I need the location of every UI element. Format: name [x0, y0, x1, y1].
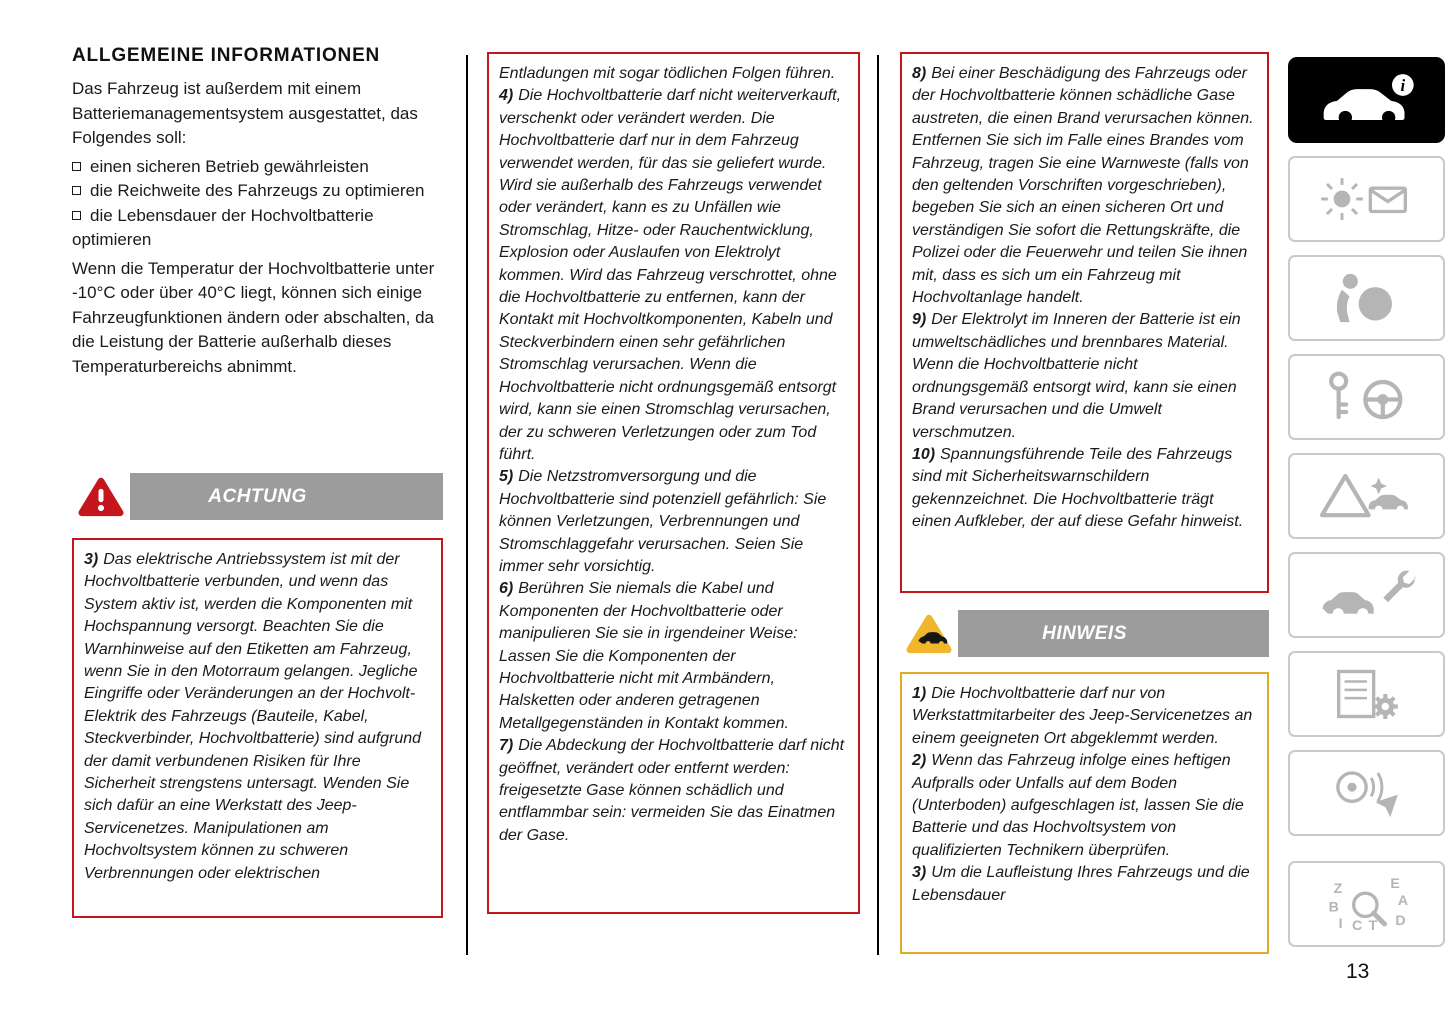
note-item-number: 1) [912, 685, 927, 702]
warning-item-text: Entladungen mit sogar tödlichen Folgen führen. [499, 65, 836, 82]
note-item [912, 862, 1257, 907]
warning-item [912, 63, 1257, 309]
svg-text:Z: Z [1333, 881, 1342, 898]
intro-paragraph: Das Fahrzeug ist außerdem mit einem Batteriemanagementsystem ausgestattet, das Folgendes soll: [72, 79, 418, 147]
warning-header-bar [72, 473, 443, 520]
warning-item [84, 549, 431, 885]
warning-item [499, 735, 848, 847]
warning-box-left [72, 538, 443, 918]
warning-item-number: 8) [912, 65, 927, 82]
multimedia-navigation-icon [1317, 763, 1417, 823]
warning-item [499, 63, 848, 85]
tab-technical-data[interactable] [1288, 651, 1445, 737]
warning-item-number: 6) [499, 580, 514, 598]
warning-item-text: Berühren Sie niemals die Kabel und Komponenten der Hochvoltbatterie oder manipulieren Sie sie in irgendeiner Weise: Lassen Sie die Komponenten der Hochvoltbatterie nicht mit Armbändern, Halsketten oder anderen getragenen Metallgegenständen in Kontakt kommen. [499, 580, 798, 732]
alphabetical-index-icon [1317, 873, 1417, 935]
warning-item [912, 309, 1257, 443]
page-number: 13 [1346, 960, 1370, 983]
warning-item-number: 7) [499, 737, 514, 755]
note-item-text: Die Hochvoltbatterie darf nur von Werkstattmitarbeiter des Jeep-Servicenetzes an einem geeigneten Ort abgeklemmt werden. [912, 685, 1253, 747]
tab-multimedia[interactable] [1288, 750, 1445, 836]
list-item [72, 179, 448, 204]
svg-text:I: I [1338, 916, 1343, 933]
warning-item [499, 466, 848, 578]
warning-item [499, 578, 848, 735]
svg-text:E: E [1389, 876, 1400, 893]
warning-item-text: Die Hochvoltbatterie darf nicht weiterverkauft, verschenkt oder verändert werden. Die Hochvoltbatterie darf nur in dem Fahrzeug verwendet werden, für das sie geliefert wurde. Wird sie außerhalb des Fahrzeugs verwendet oder verändert, kann es zu Unfällen wie Stromschlag, Hitze- oder Rauchentwicklung, Explosion oder Auslaufen von Elektrolyt kommen. Wird das Fahrzeug verschrottet, ohne die Hochvoltbatterie zu entfernen, kann der Kontakt mit Hochvoltkomponenten, Kabeln und Steckverbindern einen sehr gefährlichen Stromschlag verursachen. Wenn die Hochvoltbatterie nicht ordnungsgemäß entsorgt wird, kann sie einen Stromschlag verursachen, der zu schweren Verletzungen oder zum Tod führt. [499, 87, 842, 463]
warning-item-text: Die Abdeckung der Hochvoltbatterie darf nicht geöffnet, verändert oder entfernt werden: freigesetzte Gase können schädlich und entflammbar sein: vermeiden Sie das Einatmen der Gase. [499, 737, 845, 844]
warning-item-text: Spannungsführende Teile des Fahrzeugs sind mit Sicherheitswarnschildern gekennzeichnet. Die Hochvoltbatterie trägt einen Aufkleber, der auf diese Gefahr hinweist. [912, 445, 1244, 531]
note-header-bar [900, 610, 1269, 657]
list-item-text: die Reichweite des Fahrzeugs zu optimieren [90, 181, 425, 200]
svg-text:B: B [1328, 899, 1339, 916]
note-box [900, 672, 1269, 954]
note-item-text: Wenn das Fahrzeug infolge eines heftigen Aufpralls oder Unfalls auf dem Boden (Unterboden) aufgeschlagen ist, lassen Sie die Batterie und das Hochvoltsystem von qualifizierten Technikern überprüfen. [912, 752, 1244, 859]
emergency-triangle-icon [1317, 466, 1417, 526]
warning-item [499, 85, 848, 466]
tab-servicing[interactable] [1288, 552, 1445, 638]
note-item [912, 750, 1257, 862]
warning-item-number: 3) [84, 551, 99, 568]
svg-text:A: A [1397, 892, 1408, 909]
note-item-text: Um die Laufleistung Ihres Fahrzeugs und die Lebensdauer [912, 864, 1250, 904]
square-bullet-icon [72, 162, 81, 171]
key-steering-wheel-icon [1317, 367, 1417, 427]
note-item-number: 3) [912, 864, 927, 882]
column-divider [877, 55, 879, 955]
warning-item [912, 444, 1257, 534]
warning-item-number: 5) [499, 468, 514, 486]
tab-warning-lights[interactable] [1288, 156, 1445, 242]
warning-item-number: 10) [912, 445, 936, 463]
svg-text:i: i [1400, 75, 1405, 95]
list-item [72, 155, 448, 180]
safety-airbag-icon [1317, 268, 1417, 328]
tab-emergency[interactable] [1288, 453, 1445, 539]
square-bullet-icon [72, 186, 81, 195]
note-item [912, 683, 1257, 750]
technical-data-gear-icon [1317, 664, 1417, 724]
list-item-text: einen sicheren Betrieb gewährleisten [90, 156, 369, 176]
warning-item-text: Das elektrische Antriebssystem ist mit der Hochvoltbatterie verbunden, und wenn das System aktiv ist, werden die Komponenten mit Hochspannung versorgt. Beachten Sie die Warnhinweise auf den Etiketten am Fahrzeug, wenn Sie in den Motorraum gelangen. Jegliche Eingriffe oder Veränderungen an der Hochvolt-Elektrik des Fahrzeugs (Bauteile, Kabel, Steckverbinder, Hochvoltbatterie) sind aufgrund der damit verbundenen Risiken für Ihre Sicherheit strengstens untersagt. Wenden Sie sich dafür an eine Werkstatt des Jeep-Servicenetzes. Manipulationen am Hochvoltsystem können zu schweren Verbrennungen oder elektrischen [84, 551, 422, 882]
car-wrench-service-icon [1317, 565, 1417, 625]
svg-text:T: T [1368, 917, 1377, 934]
warning-box-right [900, 52, 1269, 593]
warning-box-middle [487, 52, 860, 914]
left-column [72, 45, 448, 383]
square-bullet-icon [72, 211, 81, 220]
warning-item-number: 9) [912, 311, 927, 329]
warning-item-number: 4) [499, 87, 514, 105]
note-bar-title: HINWEIS [1042, 622, 1127, 644]
warning-item-text: Bei einer Beschädigung des Fahrzeugs oder der Hochvoltbatterie können schädliche Gase austreten, die einen Brand verursachen können. Entfernen Sie sich im Falle eines Brandes vom Fahrzeug, tragen Sie eine Warnweste (falls von den geltenden Vorschriften vorgeschrieben), begeben Sie sich an einen sicheren Ort und verständigen Sie sofort die Rettungskräfte, die Polizei oder die Feuerwehr und teilen Sie ihnen mit, dass es sich um ein Fahrzeug mit Hochvoltanlage handelt. [912, 65, 1254, 307]
list-item-text: die Lebensdauer der Hochvoltbatterie optimieren [72, 205, 374, 249]
warning-item-text: Die Netzstromversorgung und die Hochvoltbatterie sind potenziell gefährlich: Sie können Verletzungen, Verbrennungen und Stromschlaggefahr verursachen. Seien Sie immer sehr vorsichtig. [499, 468, 827, 575]
column-divider [466, 55, 468, 955]
temperature-paragraph: Wenn die Temperatur der Hochvoltbatterie unter -10°C oder über 40°C liegt, können sich einige Fahrzeugfunktionen ändern oder abschalten, da die Leistung der Batterie außerhalb dieses Temperaturbereichs abnimmt. [72, 258, 435, 376]
svg-text:C: C [1351, 917, 1362, 934]
tab-safety[interactable] [1288, 255, 1445, 341]
svg-text:D: D [1394, 912, 1406, 929]
battery-functions-list [72, 155, 448, 253]
tab-vehicle-info[interactable] [1288, 57, 1445, 143]
warning-lights-message-icon [1317, 169, 1417, 229]
tab-starting-driving[interactable] [1288, 354, 1445, 440]
note-item-number: 2) [912, 752, 927, 770]
chapter-tab-sidebar [1288, 57, 1445, 947]
tab-alphabetical-index[interactable] [1288, 861, 1445, 947]
warning-bar-title: ACHTUNG [208, 485, 307, 507]
car-info-icon [1317, 69, 1417, 131]
warning-item-text: Der Elektrolyt im Inneren der Batterie ist ein umweltschädliches und brennbares Material. Wenn die Hochvoltbatterie nicht ordnungsgemäß entsorgt wird, kann sie einen Brand verursachen und die Umwelt verschmutzen. [912, 311, 1241, 441]
list-item [72, 204, 448, 253]
page-title: ALLGEMEINE INFORMATIONEN [72, 45, 381, 66]
